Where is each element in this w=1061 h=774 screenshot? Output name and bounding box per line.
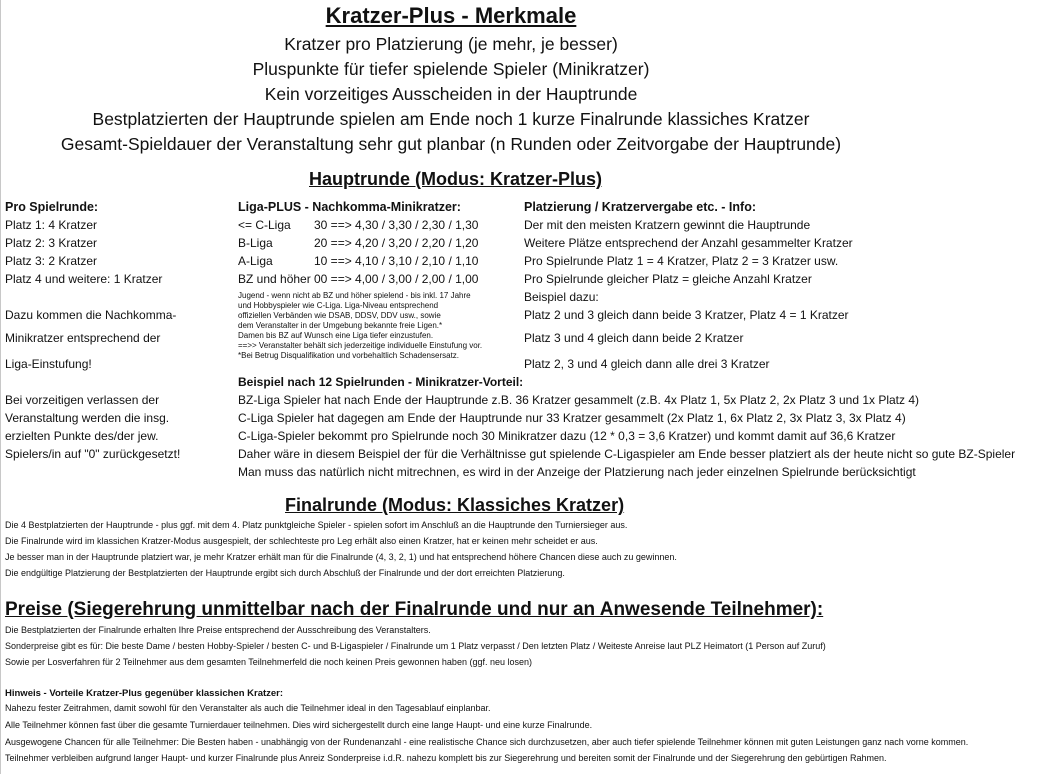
liga-plus-heading: Liga-PLUS - Nachkomma-Minikratzer:: [238, 200, 461, 214]
platzierung-line: Weitere Plätze entsprechend der Anzahl gesammelter Kratzer: [524, 236, 853, 250]
beispiel-line: C-Liga Spieler hat dagegen am Ende der Hauptrunde nur 33 Kratzer gesammelt (2x Platz 1, 6x Platz 2, 3x Platz 3, 3x Platz 4): [238, 411, 906, 425]
fine-print-line: offiziellen Verbänden wie DSAB, DDSV, DDV usw., sowie: [238, 311, 441, 320]
platzierung-line: Platz 2 und 3 gleich dann beide 3 Kratzer, Platz 4 = 1 Kratzer: [524, 308, 849, 322]
liga-label: B-Liga: [238, 236, 273, 250]
fine-print-line: dem Veranstalter in der Umgebung bekannte freie Ligen.*: [238, 321, 443, 330]
beispiel-line: BZ-Liga Spieler hat nach Ende der Hauptrunde z.B. 36 Kratzer gesammelt (z.B. 4x Platz 1, 5x Platz 2, 2x Platz 3 und 1x Platz 4): [238, 393, 920, 407]
beispiel-heading: Beispiel nach 12 Spielrunden - Minikratzer-Vorteil:: [238, 375, 524, 389]
nachkomma-note: Dazu kommen die Nachkomma-: [5, 308, 177, 322]
nachkomma-note: Liga-Einstufung!: [5, 357, 92, 371]
leave-note: Veranstaltung werden die insg.: [5, 411, 170, 425]
feature-line: Bestplatzierten der Hauptrunde spielen am Ende noch 1 kurze Finalrunde klassiches Kratzer: [92, 109, 810, 129]
liga-row: [238, 254, 478, 268]
feature-line: Kratzer pro Platzierung (je mehr, je besser): [284, 34, 618, 54]
platzierung-line: Pro Spielrunde gleicher Platz = gleiche Anzahl Kratzer: [524, 272, 812, 286]
platzierung-heading: Platzierung / Kratzervergabe etc. - Info:: [524, 200, 756, 214]
preise-heading: Preise (Siegerehrung unmittelbar nach der Finalrunde und nur an Anwesende Teilnehmer):: [5, 599, 824, 620]
liga-value: 10 ==> 4,10 / 3,10 / 2,10 / 1,10: [314, 254, 479, 268]
hinweis-line: Teilnehmer verbleiben aufgrund langer Haupt- und kurzer Finalrunde plus Anreiz Sonderpreise i.d.R. nahezu komplett bis zur Siegerehrung und bereiten somit der Finalrunde und der Siegerehrung den gebürtigen Rahmen.: [5, 753, 887, 763]
hinweis-line: Alle Teilnehmer können fast über die gesamte Turnierdauer teilnehmen. Dies wird sichergestellt durch eine lange Haupt- und eine kurze Finalrunde.: [5, 720, 593, 730]
pro-spielrunde-item: Platz 4 und weitere: 1 Kratzer: [5, 272, 163, 286]
pro-spielrunde-item: Platz 3: 2 Kratzer: [5, 254, 98, 268]
page-title: Kratzer-Plus - Merkmale: [325, 3, 577, 28]
liga-value: 20 ==> 4,20 / 3,20 / 2,20 / 1,20: [314, 236, 479, 250]
pro-spielrunde-item: Platz 2: 3 Kratzer: [5, 236, 98, 250]
preise-line: Die Bestplatzierten der Finalrunde erhalten Ihre Preise entsprechend der Ausschreibung des Veranstalters.: [5, 625, 431, 635]
fine-print-line: und Hobbyspieler wie C-Liga. Liga-Niveau entsprechend: [238, 301, 439, 310]
fine-print-line: Jugend - wenn nicht ab BZ und höher spielend - bis inkl. 17 Jahre: [238, 291, 471, 300]
finalrunde-line: Die Finalrunde wird im klassichen Kratzer-Modus ausgespielt, der schlechteste pro Leg erhält also einen Kratzer, hat er keinen mehr scheidet er aus.: [5, 536, 598, 546]
leave-note: Spielers/in auf "0" zurückgesetzt!: [5, 447, 181, 461]
feature-line: Kein vorzeitiges Ausscheiden in der Hauptrunde: [264, 84, 638, 104]
liga-row: [238, 236, 478, 250]
liga-row: [238, 218, 478, 232]
hinweis-line: Ausgewogene Chancen für alle Teilnehmer: Die Besten haben - unabhängig von der Rundenanzahl - eine realistische Chance sich durchzusetzen, aber auch tiefer spielende Teilnehmer können mit guten Leistungen ganz nach vorne kommen.: [5, 737, 969, 747]
fine-print-line: Damen bis BZ auf Wunsch eine Liga tiefer einzustufen.: [238, 331, 434, 340]
liga-value: 00 ==> 4,00 / 3,00 / 2,00 / 1,00: [314, 272, 479, 286]
liga-label: BZ und höher: [238, 272, 311, 286]
feature-line: Gesamt-Spieldauer der Veranstaltung sehr gut planbar (n Runden oder Zeitvorgabe der Hauptrunde): [60, 134, 842, 154]
nachkomma-note: Minikratzer entsprechend der: [5, 331, 161, 345]
pro-spielrunde-item: Platz 1: 4 Kratzer: [5, 218, 98, 232]
liga-label: A-Liga: [238, 254, 273, 268]
finalrunde-line: Die endgültige Platzierung der Bestplatzierten der Hauptrunde ergibt sich durch Abschluß der Finalrunde und der dort erreichten Platzierung.: [5, 568, 565, 578]
platzierung-line: Pro Spielrunde Platz 1 = 4 Kratzer, Platz 2 = 3 Kratzer usw.: [524, 254, 839, 268]
finalrunde-line: Die 4 Bestplatzierten der Hauptrunde - plus ggf. mit dem 4. Platz punktgleiche Spieler - spielen sofort im Anschluß an die Hauptrunde den Turniersieger aus.: [5, 520, 628, 530]
leave-note: Bei vorzeitigen verlassen der: [5, 393, 160, 407]
hinweis-line: Nahezu fester Zeitrahmen, damit sowohl für den Veranstalter als auch die Teilnehmer ideal in den Tagesablauf einplanbar.: [5, 703, 491, 713]
preise-line: Sowie per Losverfahren für 2 Teilnehmer aus dem gesamten Teilnehmerfeld die noch keinen Preis gewonnen haben (ggf. neu losen): [5, 657, 532, 667]
hauptrunde-heading: Hauptrunde (Modus: Kratzer-Plus): [309, 169, 603, 189]
liga-fine-print: [238, 291, 482, 361]
platzierung-line: Platz 2, 3 und 4 gleich dann alle drei 3 Kratzer: [524, 357, 770, 371]
leave-note: erzielten Punkte des/der jew.: [5, 429, 159, 443]
fine-print-line: ==>> Veranstalter behält sich jederzeitige individuelle Einstufung vor.: [238, 341, 483, 350]
beispiel-line: Man muss das natürlich nicht mitrechnen, es wird in der Anzeige der Platzierung nach jeder einzelnen Spielrunde berücksichtigt: [238, 465, 916, 479]
fine-print-line: *Bei Betrug Disqualifikation und vorbehaltlich Schadensersatz.: [238, 351, 460, 360]
liga-row: [238, 272, 478, 286]
beispiel-line: Daher wäre in diesem Beispiel der für die Verhältnisse gut spielende C-Ligaspieler am Ende besser platziert als der heute nicht so gute BZ-Spieler: [238, 447, 1016, 461]
platzierung-line: Beispiel dazu:: [524, 290, 599, 304]
liga-value: 30 ==> 4,30 / 3,30 / 2,30 / 1,30: [314, 218, 479, 232]
platzierung-line: Platz 3 und 4 gleich dann beide 2 Kratzer: [524, 331, 744, 345]
finalrunde-line: Je besser man in der Hauptrunde platziert war, je mehr Kratzer erhält man für die Finalrunde (4, 3, 2, 1) und hat entsprechend höhere Chancen diese auch zu gewinnen.: [5, 552, 677, 562]
preise-line: Sonderpreise gibt es für: Die beste Dame / besten Hobby-Spieler / besten C- und B-Ligaspieler / Finalrunde um 1 Platz verpasst / Den letzten Platz / Weiteste Anreise laut PLZ Heimatort (1 Person auf Zuruf): [5, 641, 826, 651]
hinweis-heading: Hinweis - Vorteile Kratzer-Plus gegenüber klassichen Kratzer:: [5, 688, 284, 699]
pro-spielrunde-heading: Pro Spielrunde:: [5, 200, 99, 214]
beispiel-line: C-Liga-Spieler bekommt pro Spielrunde noch 30 Minikratzer dazu (12 * 0,3 = 3,6 Kratzer) und kommt damit auf 36,6 Kratzer: [238, 429, 896, 443]
finalrunde-heading: Finalrunde (Modus: Klassiches Kratzer): [285, 495, 625, 515]
platzierung-line: Der mit den meisten Kratzern gewinnt die Hauptrunde: [524, 218, 811, 232]
feature-line: Pluspunkte für tiefer spielende Spieler (Minikratzer): [252, 59, 650, 79]
liga-label: <= C-Liga: [238, 218, 291, 232]
